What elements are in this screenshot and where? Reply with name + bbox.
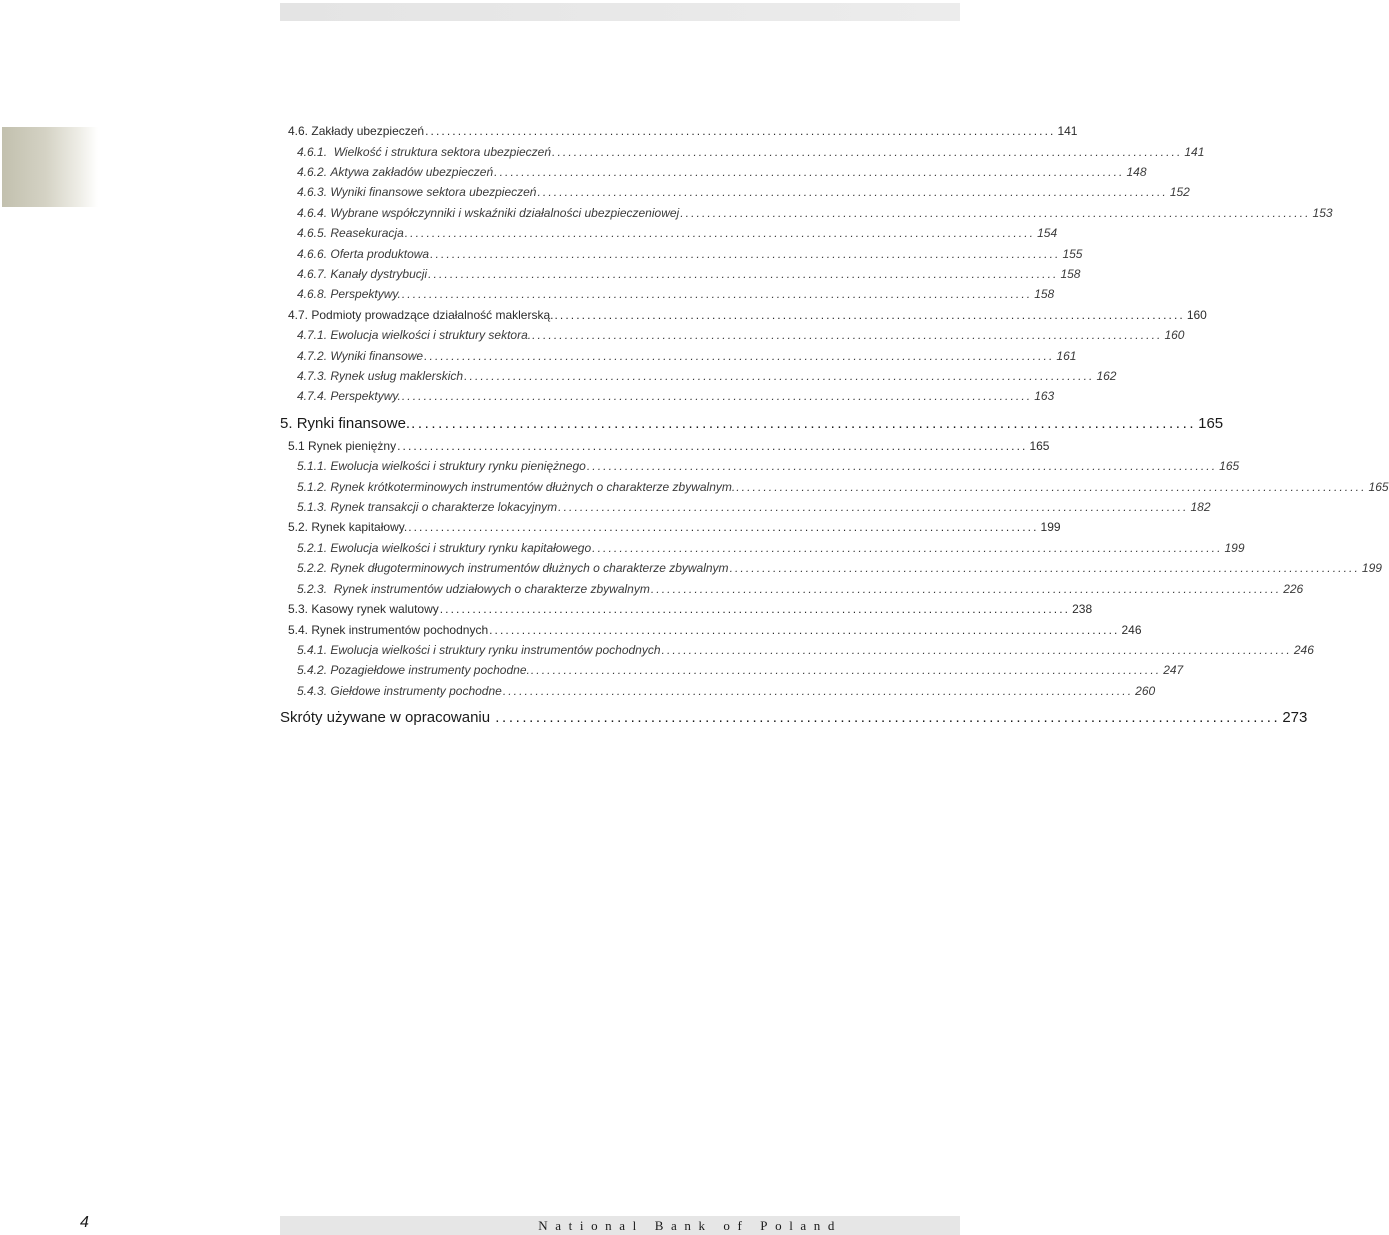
footer-bar (280, 1216, 960, 1235)
toc-entry-page: 226 (1283, 582, 1304, 596)
toc-entry-page: 182 (1190, 500, 1211, 514)
toc-entry-title: Kanały dystrybucji (330, 267, 428, 281)
toc-entry[interactable] (297, 643, 1314, 657)
toc-leader: .................................................................................................................... (552, 145, 1183, 159)
toc-leader: .................................................................................................................... (736, 480, 1367, 494)
toc-leader: .................................................................................................................... (404, 226, 1036, 240)
toc-entry-page: 160 (1164, 328, 1185, 342)
toc-leader: .................................................................................................................... (401, 287, 1033, 301)
publisher-name: National Bank of Poland (538, 1218, 842, 1233)
toc-entry-page: 162 (1096, 369, 1117, 383)
page-number: 4 (80, 1214, 89, 1231)
toc-leader: .................................................................................................................... (430, 247, 1061, 261)
toc-entry-page: 199 (1040, 520, 1061, 534)
toc-leader: .................................................................................................................... (558, 500, 1189, 514)
toc-entry[interactable] (297, 165, 1147, 179)
toc-entry-page: 154 (1037, 226, 1058, 240)
toc-entry[interactable] (297, 287, 1055, 301)
toc-entry-number: 4.6.5. (297, 226, 328, 240)
toc-leader: .................................................................................................................... (408, 520, 1039, 534)
toc-entry[interactable] (297, 185, 1190, 199)
toc-entry-page: 158 (1060, 267, 1081, 281)
toc-entry-title: Rynek pieniężny (308, 439, 397, 453)
toc-entry[interactable] (297, 541, 1245, 555)
toc-entry-title: Rynek instrumentów pochodnych (311, 623, 489, 637)
toc-entry-number: 4.7.2. (297, 349, 328, 363)
toc-entry[interactable] (297, 145, 1205, 159)
toc-entry-page: 158 (1034, 287, 1055, 301)
toc-entry-page: 165 (1029, 439, 1050, 453)
toc-leader: .................................................................................................................... (495, 709, 1281, 726)
toc-entry-number: 5.2. (288, 520, 309, 534)
toc-leader: .................................................................................................................... (537, 185, 1168, 199)
toc-entry-title: Ewolucja wielkości i struktury rynku pieniężnego (330, 459, 586, 473)
toc-leader: .................................................................................................................... (411, 415, 1197, 432)
toc-entry-page: 165 (1198, 415, 1224, 432)
toc-entry-page: 165 (1219, 459, 1240, 473)
toc-entry-number: 5.4.3. (297, 684, 328, 698)
toc-entry-title: Pozagiełdowe instrumenty pochodne. (330, 663, 530, 677)
toc-entry-title: Aktywa zakładów ubezpieczeń (330, 165, 494, 179)
toc-leader: .................................................................................................................... (650, 582, 1282, 596)
toc-entry[interactable] (297, 206, 1333, 220)
toc-entry-title: Rynek instrumentów udziałowych o charakterze zbywalnym (330, 582, 650, 596)
toc-entry[interactable] (297, 480, 1389, 494)
toc-entry-title: Ewolucja wielkości i struktury sektora. (330, 328, 532, 342)
toc-leader: .................................................................................................................... (729, 561, 1360, 575)
toc-entry-title: Rynek długoterminowych instrumentów dłużnych o charakterze zbywalnym (330, 561, 729, 575)
toc-entry-number: 4.6.3. (297, 185, 328, 199)
toc-entry-page: 238 (1072, 602, 1093, 616)
toc-entry-title: Rynek krótkoterminowych instrumentów dłużnych o charakterze zbywalnym. (330, 480, 736, 494)
toc-entry-title: Ewolucja wielkości i struktury rynku kapitałowego (330, 541, 592, 555)
toc-leader: .................................................................................................................... (397, 439, 1028, 453)
toc-entry-number: 4.6.2. (297, 165, 328, 179)
toc-entry[interactable] (288, 308, 1207, 322)
toc-entry-page: 152 (1169, 185, 1190, 199)
toc-entry-page: 273 (1282, 709, 1308, 726)
toc-entry-page: 199 (1361, 561, 1382, 575)
toc-entry-page: 155 (1062, 247, 1083, 261)
toc-entry-page: 247 (1163, 663, 1184, 677)
toc-entry-title: Rynki finansowe. (296, 415, 411, 432)
toc-entry-number: 5. (280, 415, 293, 432)
toc-leader: .................................................................................................................... (428, 267, 1059, 281)
toc-entry-title: Rynek kapitałowy. (311, 520, 408, 534)
toc-entry-number: 4.6.4. (297, 206, 328, 220)
toc-entry-page: 199 (1224, 541, 1245, 555)
toc-entry-number: 5.3. (288, 602, 309, 616)
toc-entry-page: 161 (1056, 349, 1077, 363)
toc-entry-title: Oferta produktowa (330, 247, 430, 261)
toc-entry[interactable] (288, 124, 1078, 138)
toc-leader: .................................................................................................................... (439, 602, 1071, 616)
toc-entry-page: 260 (1135, 684, 1156, 698)
toc-entry-number: 4.7.4. (297, 389, 328, 403)
toc-entry[interactable] (297, 561, 1382, 575)
toc-entry-title: Rynek transakcji o charakterze lokacyjnym (330, 500, 558, 514)
toc-entry-page: 141 (1184, 145, 1205, 159)
toc-entry-number: 5.1.1. (297, 459, 328, 473)
toc-entry[interactable] (297, 684, 1156, 698)
toc-entry-number: 4.6.6. (297, 247, 328, 261)
toc-entry-number: 4.6. (288, 124, 309, 138)
toc-entry[interactable] (297, 459, 1240, 473)
toc-entry-abbreviations[interactable] (280, 709, 1308, 726)
toc-entry-title: Reasekuracja (330, 226, 404, 240)
toc-entry-number: 4.6.1. (297, 145, 328, 159)
toc-entry[interactable] (297, 389, 1055, 403)
toc-leader: .................................................................................................................... (554, 308, 1185, 322)
toc-leader: .................................................................................................................... (502, 684, 1134, 698)
toc-leader: .................................................................................................................... (586, 459, 1218, 473)
toc-entry-title: Wybrane współczynniki i wskaźniki działalności ubezpieczeniowej (330, 206, 680, 220)
toc-entry-number: 4.6.7. (297, 267, 328, 281)
toc-entry-title: Zakłady ubezpieczeń (311, 124, 425, 138)
toc-entry-number: 5.2.2. (297, 561, 328, 575)
toc-entry[interactable] (297, 247, 1083, 261)
toc-entry-page: 246 (1293, 643, 1314, 657)
toc-entry-number: 5.1.2. (297, 480, 328, 494)
toc-entry-title: Wyniki finansowe sektora ubezpieczeń (330, 185, 537, 199)
toc-leader: .................................................................................................................... (489, 623, 1120, 637)
toc-entry-title: Rynek usług maklerskich (330, 369, 464, 383)
toc-leader: .................................................................................................................... (494, 165, 1125, 179)
toc-entry-number: 5.4.1. (297, 643, 328, 657)
toc-entry[interactable] (297, 369, 1117, 383)
toc-entry-title: Podmioty prowadzące działalność maklerską. (311, 308, 554, 322)
toc-entry-number: 5.1.3. (297, 500, 328, 514)
toc-entry[interactable] (288, 602, 1093, 616)
toc-entry-number: 5.4.2. (297, 663, 328, 677)
toc-leader: .................................................................................................................... (464, 369, 1095, 383)
toc-entry-page: 246 (1121, 623, 1142, 637)
toc-entry-chapter[interactable] (280, 415, 1224, 432)
toc-entry-title: Wyniki finansowe (330, 349, 424, 363)
toc-entry-title: Skróty używane w opracowaniu (280, 709, 491, 726)
toc-entry[interactable] (297, 226, 1058, 240)
toc-entry-number: 5.2.1. (297, 541, 328, 555)
toc-entry-title: Kasowy rynek walutowy (311, 602, 439, 616)
toc-entry-page: 160 (1186, 308, 1207, 322)
toc-entry[interactable] (297, 582, 1304, 596)
toc-entry[interactable] (288, 439, 1050, 453)
toc-entry-title: Giełdowe instrumenty pochodne (330, 684, 502, 698)
toc-entry-title: Wielkość i struktura sektora ubezpieczeń (333, 145, 552, 159)
toc-entry-page: 165 (1368, 480, 1389, 494)
toc-entry[interactable] (288, 623, 1142, 637)
toc-leader: .................................................................................................................... (680, 206, 1311, 220)
toc-entry-page: 153 (1312, 206, 1333, 220)
toc-entry[interactable] (297, 267, 1081, 281)
toc-leader: .................................................................................................................... (532, 328, 1163, 342)
toc-entry[interactable] (288, 520, 1061, 534)
toc-leader: .................................................................................................................... (661, 643, 1292, 657)
chapter-tab (2, 127, 98, 207)
toc-entry[interactable] (297, 349, 1077, 363)
toc-entry[interactable] (297, 663, 1184, 677)
toc-entry[interactable] (297, 500, 1211, 514)
toc-entry-title: Ewolucja wielkości i struktury rynku instrumentów pochodnych (330, 643, 661, 657)
toc-entry-number: 5.1 (288, 439, 305, 453)
toc-entry[interactable] (297, 328, 1185, 342)
toc-entry-page: 163 (1034, 389, 1055, 403)
toc-entry-number: 4.7.3. (297, 369, 328, 383)
toc-leader: .................................................................................................................... (424, 349, 1055, 363)
toc-entry-title: Perspektywy. (330, 389, 401, 403)
toc-entry-number: 5.2.3. (297, 582, 328, 596)
toc-leader: .................................................................................................................... (401, 389, 1033, 403)
toc-leader: .................................................................................................................... (530, 663, 1162, 677)
toc-entry-number: 5.4. (288, 623, 309, 637)
toc-entry-page: 148 (1126, 165, 1147, 179)
toc-entry-number: 4.7. (288, 308, 309, 322)
toc-entry-page: 141 (1057, 124, 1078, 138)
toc-entry-number: 4.6.8. (297, 287, 328, 301)
toc-entry-number: 4.7.1. (297, 328, 328, 342)
toc-leader: .................................................................................................................... (425, 124, 1056, 138)
header-bar (280, 3, 960, 21)
toc-leader: .................................................................................................................... (592, 541, 1223, 555)
toc-entry-title: Perspektywy. (330, 287, 401, 301)
